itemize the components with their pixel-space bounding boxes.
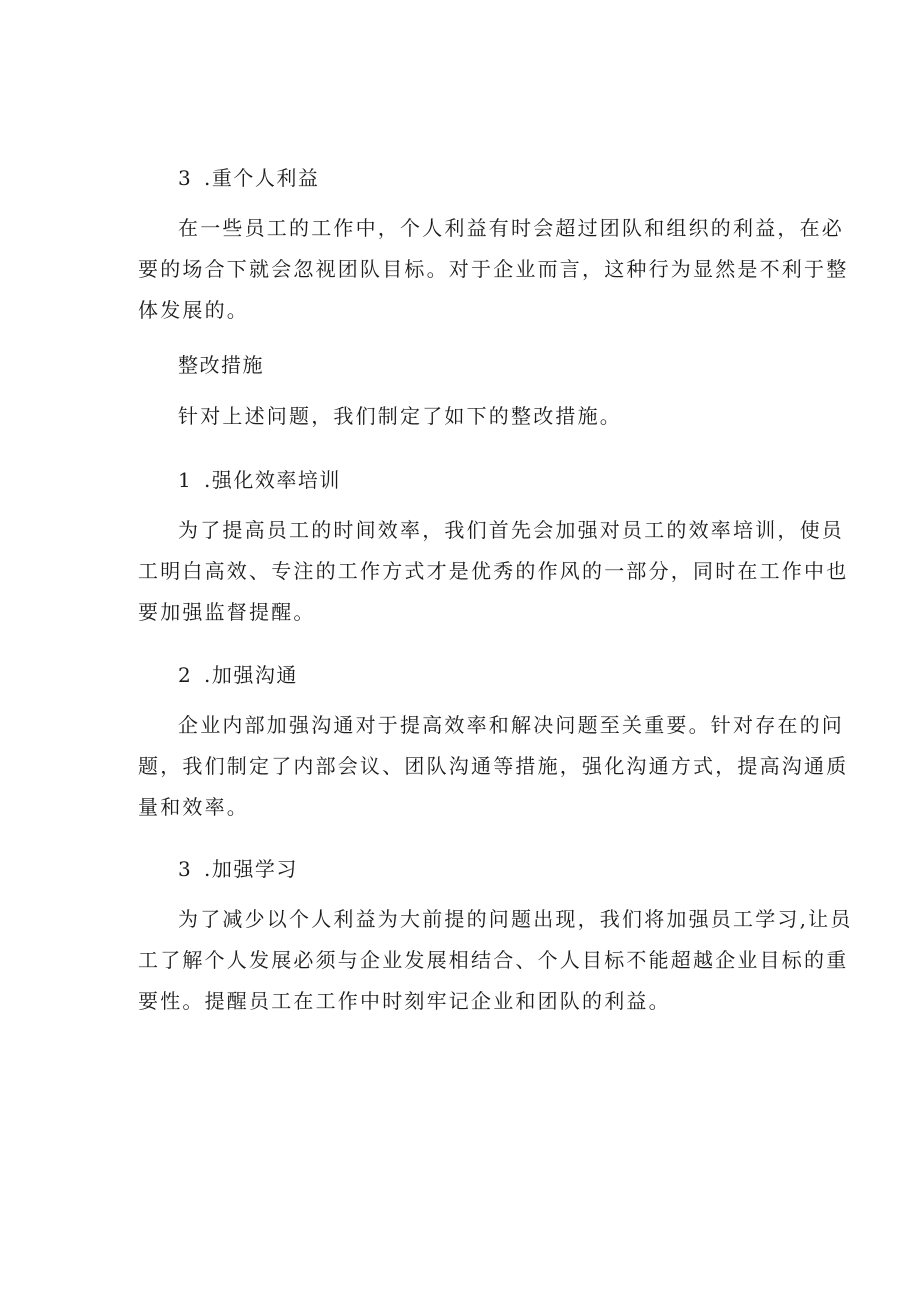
heading-number: 2 (178, 663, 191, 687)
heading-number: 3 (178, 166, 191, 190)
paragraph-4 (138, 705, 849, 828)
paragraph-line: 量和效率。 (138, 795, 249, 819)
paragraph-line: 工了解个人发展必须与企业发展相结合、个人目标不能超越企业目标的重 (138, 948, 849, 972)
heading-text: .加强沟通 (204, 663, 298, 687)
paragraph-line: 要加强监督提醒。 (138, 600, 316, 624)
heading-number: 3 (178, 857, 191, 881)
section-heading-1 (178, 164, 319, 192)
paragraph-line: 在一些员工的工作中，个人利益有时会超过团队和组织的利益，在必 (178, 216, 844, 240)
section-heading-5 (178, 855, 298, 883)
paragraph-line: 企业内部加强沟通对于提高效率和解决问题至关重要。针对存在的问 (178, 713, 844, 737)
paragraph-2 (138, 396, 786, 437)
section-heading-4 (178, 661, 298, 689)
paragraph-1 (138, 208, 849, 331)
section-heading-3 (178, 466, 341, 494)
heading-text: .强化效率培训 (204, 468, 341, 492)
heading-text: .加强学习 (204, 857, 298, 881)
paragraph-line: 针对上述问题，我们制定了如下的整改措施。 (178, 404, 622, 428)
paragraph-line: 题，我们制定了内部会议、团队沟通等措施，强化沟通方式，提高沟通质 (138, 754, 849, 778)
paragraph-line: 为了减少以个人利益为大前提的问题出现，我们将加强员工学习,让员 (178, 907, 853, 931)
paragraph-5 (138, 899, 853, 1022)
paragraph-line: 要的场合下就会忽视团队目标。对于企业而言，这种行为显然是不利于整 (138, 257, 849, 281)
heading-number: 1 (178, 468, 191, 492)
paragraph-line: 体发展的。 (138, 298, 249, 322)
paragraph-line: 工明白高效、专注的工作方式才是优秀的作风的一部分，同时在工作中也 (138, 559, 849, 583)
section-heading-2 (178, 351, 264, 379)
heading-text: .重个人利益 (204, 166, 320, 190)
heading-text: 整改措施 (178, 353, 264, 377)
paragraph-3 (138, 510, 849, 633)
paragraph-line: 为了提高员工的时间效率，我们首先会加强对员工的效率培训，使员 (178, 518, 844, 542)
paragraph-line: 要性。提醒员工在工作中时刻牢记企业和团队的利益。 (138, 989, 671, 1013)
